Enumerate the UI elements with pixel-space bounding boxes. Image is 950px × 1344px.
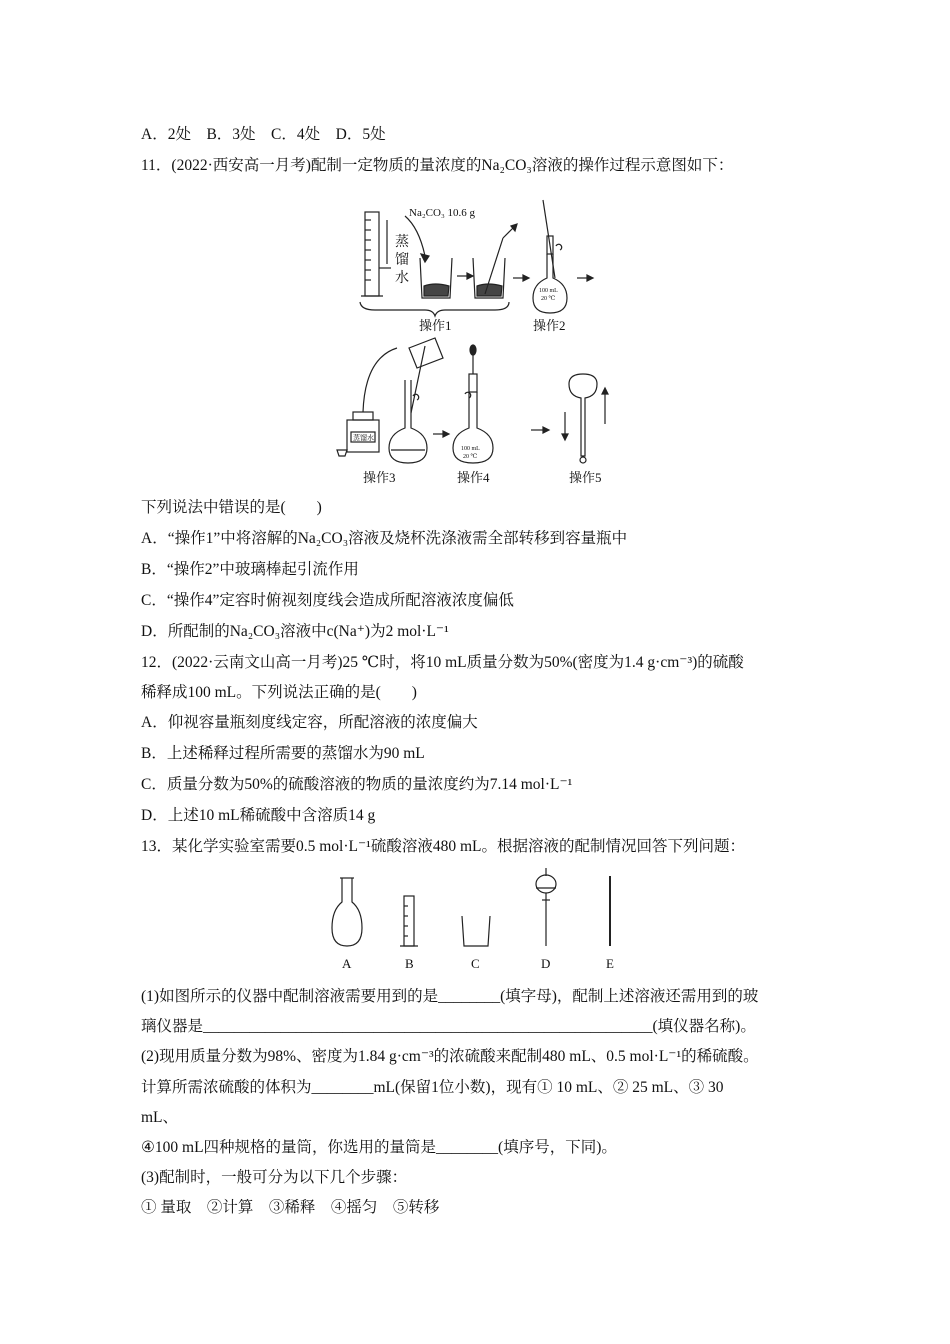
flask4-temp-label: 20 ℃ — [463, 454, 478, 460]
op4-label: 操作4 — [457, 470, 490, 485]
q11-option-b: B．“操作2”中玻璃棒起引流作用 — [141, 561, 359, 578]
q11-option-a: A．“操作1”中将溶解的Na₂CO₃溶液及烧杯洗涤液需全部转移到容量瓶中 — [141, 530, 628, 547]
q13-stem: 13．某化学实验室需要0.5 mol·L⁻¹硫酸溶液480 mL。根据溶液的配制情况回答下列问题： — [141, 838, 745, 855]
op5-label: 操作5 — [569, 470, 602, 485]
beaker-stirring-icon — [473, 224, 517, 298]
instrument-label-c: C — [471, 956, 480, 971]
q10-options: A．2处 B．3处 C．4处 D．5处 — [141, 126, 386, 143]
q13-part2-line2: 计算所需浓硫酸的体积为________mL(保留1位小数)，现有① 10 mL、② 25 mL、③ 30 — [141, 1079, 724, 1096]
volumetric-flask-icon — [332, 878, 362, 946]
op3-label: 操作3 — [363, 470, 396, 485]
op1-label: 操作1 — [419, 318, 452, 333]
q12-stem-1: 12．(2022·云南文山高一月考)25 ℃时，将10 mL质量分数为50%(密度为1.4 g·cm⁻³)的硫酸 — [141, 654, 744, 671]
q12-stem-2: 稀释成100 mL。下列说法正确的是( ) — [141, 684, 417, 701]
inverted-flask-icon — [562, 374, 608, 463]
flask4-volume-label: 100 mL — [461, 446, 480, 452]
water-label-3: 水 — [395, 271, 409, 286]
beaker-icon — [462, 916, 490, 946]
bottle-label: 蒸馏水 — [353, 434, 374, 442]
op2-label: 操作2 — [533, 318, 566, 333]
beaker-pouring-icon — [409, 338, 443, 413]
flask-temp-label: 20 ℃ — [541, 296, 556, 302]
figure-preparation-operations — [325, 198, 625, 493]
q13-part3-steps: ① 量取 ②计算 ③稀释 ④摇匀 ⑤转移 — [141, 1199, 440, 1216]
q13-part2-line1: (2)现用质量分数为98%、密度为1.84 g·cm⁻³的浓硫酸来配制480 mL、0.5 mol·L⁻¹的稀硫酸。 — [141, 1048, 759, 1065]
instrument-label-e: E — [606, 956, 614, 971]
q11-question: 下列说法中错误的是( ) — [141, 499, 322, 516]
q12-option-d: D．上述10 mL稀硫酸中含溶质14 g — [141, 807, 376, 824]
graduated-cylinder-icon — [361, 212, 391, 296]
instrument-label-d: D — [541, 956, 551, 971]
q13-part2-line4: ④100 mL四种规格的量筒，你选用的量筒是________(填序号，下同)。 — [141, 1139, 617, 1156]
separatory-funnel-icon — [536, 868, 556, 946]
q11-option-d: D．所配制的Na₂CO₃溶液中c(Na⁺)为2 mol·L⁻¹ — [141, 623, 449, 640]
graduated-cylinder-icon — [400, 896, 418, 946]
figure-instruments — [320, 866, 640, 976]
q12-option-b: B．上述稀释过程所需要的蒸馏水为90 mL — [141, 745, 425, 762]
q13-part3-line1: (3)配制时，一般可分为以下几个步骤： — [141, 1169, 408, 1186]
volumetric-flask-icon — [389, 380, 427, 463]
q11-option-c: C．“操作4”定容时俯视刻度线会造成所配溶液浓度偏低 — [141, 592, 514, 609]
q12-option-c: C．质量分数为50%的硫酸溶液的物质的量浓度约为7.14 mol·L⁻¹ — [141, 776, 573, 793]
q13-part2-line3: mL、 — [141, 1109, 179, 1126]
q13-part1-line1: (1)如图所示的仪器中配制溶液需要用到的是________(填字母)，配制上述溶液还需用到的玻 — [141, 988, 759, 1005]
q11-stem: 11．(2022·西安高一月考)配制一定物质的量浓度的Na₂CO₃溶液的操作过程示意图如下： — [141, 157, 734, 174]
instrument-label-b: B — [405, 956, 414, 971]
beaker-icon — [420, 258, 452, 298]
water-label-1: 蒸 — [395, 235, 409, 250]
instrument-label-a: A — [342, 956, 352, 971]
q12-option-a: A．仰视容量瓶刻度线定容，所配溶液的浓度偏大 — [141, 714, 478, 731]
reagent-label: Na₂CO₃ 10.6 g — [409, 207, 476, 219]
flask-volume-label: 100 mL — [539, 288, 558, 294]
water-label-2: 馏 — [395, 253, 409, 268]
q13-part1-line2: 璃仪器是__________________________________________________________(填仪器名称)。 — [141, 1018, 756, 1035]
